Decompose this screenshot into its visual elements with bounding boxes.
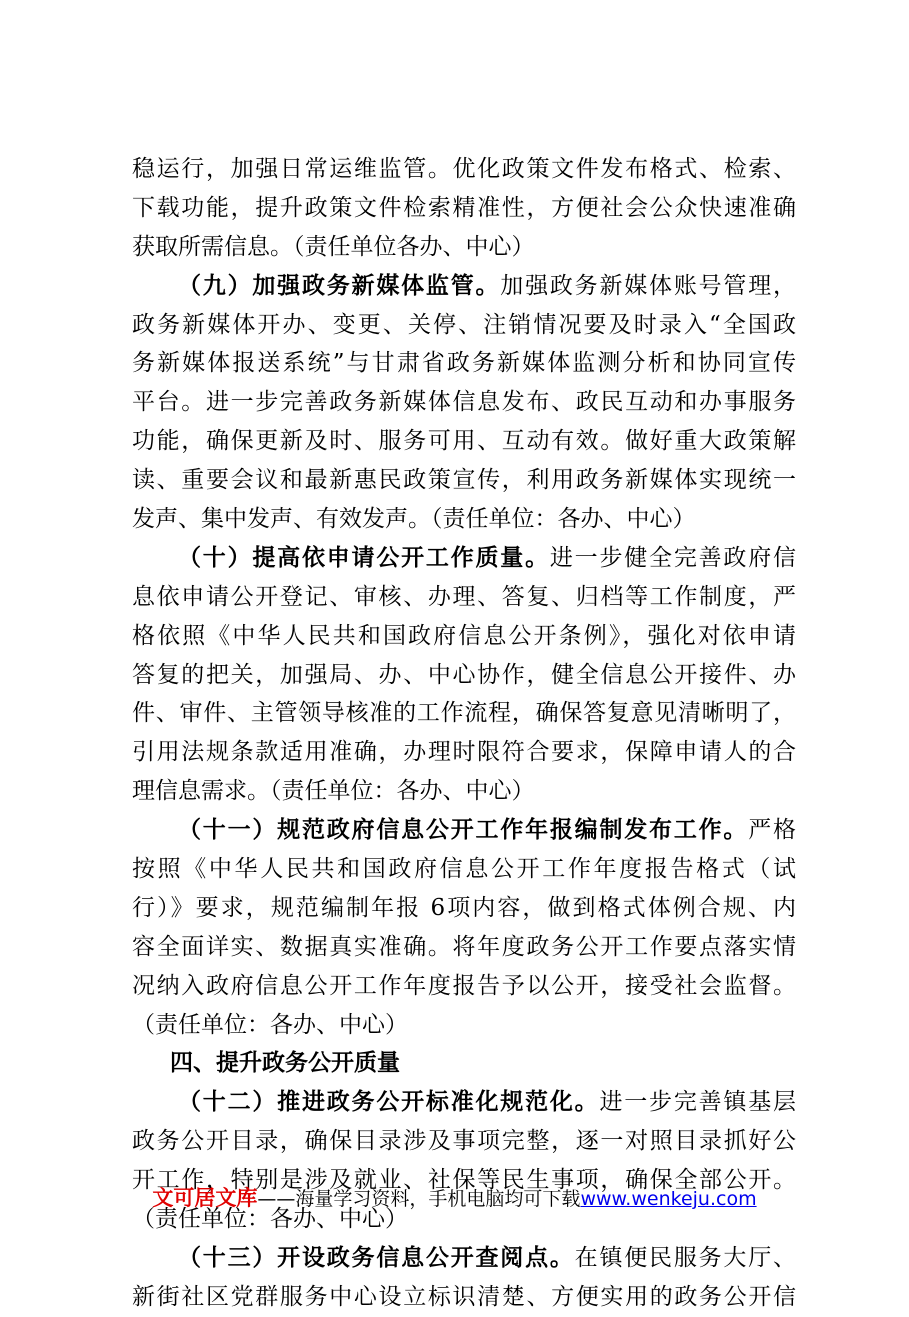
text-line: 政务公开目录，确保目录涉及事项完整，逐一对照目录抓好公 <box>132 1128 796 1155</box>
text-line: 发声、集中发声、有效发声。（责任单位：各办、中心） <box>132 506 696 533</box>
paragraph-lead-line <box>132 267 796 306</box>
text-line: （责任单位：各办、中心） <box>132 1011 408 1038</box>
text-line: 稳运行，加强日常运维监管。优化政策文件发布格式、检索、 <box>132 156 796 182</box>
text-line: 获取所需信息。（责任单位各办、中心） <box>132 233 535 260</box>
text-line: 引用法规条款适用准确，办理时限符合要求，保障申请人的合 <box>132 739 796 766</box>
section-heading: 四、提升政务公开质量 <box>170 1050 400 1077</box>
paragraph-lead-line <box>132 539 796 578</box>
text-span: 进一步健全完善政府信 <box>549 544 796 571</box>
footer-banner <box>0 1182 909 1212</box>
text-span: 加强政务新媒体账号管理， <box>500 272 796 299</box>
text-span: 严格 <box>748 817 796 844</box>
item-heading: （十三）开设政务信息公开查阅点。 <box>178 1243 575 1271</box>
text-line: 新街社区党群服务中心设立标识清楚、方便实用的政务公开信 <box>132 1283 796 1310</box>
text-line: 平台。进一步完善政务新媒体信息发布、政民互动和办事服务 <box>132 389 796 416</box>
footer-slogan: ——海量学习资料，手机电脑均可下载 <box>257 1188 581 1210</box>
brand-name: 文可居文库 <box>152 1186 258 1210</box>
text-line: 下载功能，提升政策文件检索精准性，方便社会公众快速准确 <box>132 194 796 221</box>
text-line: 答复的把关，加强局、办、中心协作，健全信息公开接件、办 <box>132 661 796 688</box>
text-line: 读、重要会议和最新惠民政策宣传，利用政务新媒体实现统一 <box>132 467 796 494</box>
text-span: 在镇便民服务大厅、 <box>574 1244 796 1271</box>
text-span: 进一步完善镇基层 <box>599 1089 796 1116</box>
item-heading: （九）加强政务新媒体监管。 <box>178 271 501 299</box>
text-line: 政务新媒体开办、变更、关停、注销情况要及时录入“全国政 <box>132 311 796 338</box>
text-line: 行）》要求，规范编制年报 6项内容，做到格式体例合规、内 <box>132 894 796 921</box>
text-line: 容全面详实、数据真实准确。将年度政务公开工作要点落实情 <box>132 933 796 960</box>
text-line: 格依照《中华人民共和国政府信息公开条例》，强化对依申请 <box>132 622 796 649</box>
website-link[interactable]: www.wenkeju.com <box>580 1188 757 1210</box>
text-line: 况纳入政府信息公开工作年度报告予以公开，接受社会监督。 <box>132 972 796 999</box>
document-body <box>132 150 796 1317</box>
item-heading: （十一）规范政府信息公开工作年报编制发布工作。 <box>178 816 749 844</box>
paragraph-lead-line <box>132 1239 796 1278</box>
text-line: 理信息需求。（责任单位：各办、中心） <box>132 778 535 805</box>
text-line: 件、审件、主管领导核准的工作流程，确保答复意见清晰明了， <box>132 700 796 727</box>
text-line: （责任单位：各办、中心） <box>132 1206 408 1233</box>
text-line: 按照《中华人民共和国政府信息公开工作年度报告格式（试 <box>132 856 796 883</box>
paragraph-lead-line <box>132 1083 796 1122</box>
text-line: 开工作，特别是涉及就业、社保等民生事项，确保全部公开。 <box>132 1167 796 1194</box>
item-heading: （十）提高依申请公开工作质量。 <box>178 543 550 571</box>
text-line: 功能，确保更新及时、服务可用、互动有效。做好重大政策解 <box>132 428 796 455</box>
item-heading: （十二）推进政务公开标准化规范化。 <box>178 1088 600 1116</box>
text-line: 息依申请公开登记、审核、办理、答复、归档等工作制度，严 <box>132 583 796 610</box>
text-line: 务新媒体报送系统”与甘肃省政务新媒体监测分析和协同宣传 <box>132 350 796 377</box>
paragraph-lead-line <box>132 811 796 850</box>
